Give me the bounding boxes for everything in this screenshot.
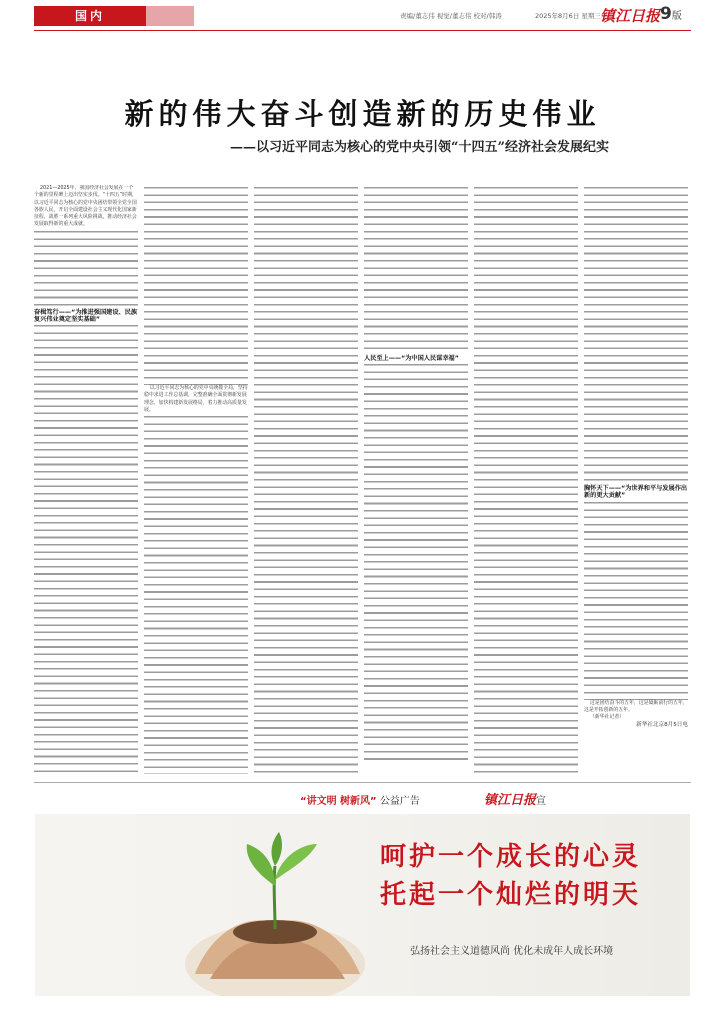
paragraph: 以习近平同志为核心的党中央统揽全局，坚持稳中求进工作总基调，完整准确全面贯彻新发展理念，加快构建新发展格局，着力推动高质量发展。 [144, 385, 248, 413]
psa-badge-campaign: “讲文明 树新风” [300, 796, 377, 807]
body-text-lines [364, 185, 468, 355]
body-text-lines [144, 185, 248, 385]
article-column-1 [34, 185, 138, 775]
section-subhead: 人民至上——“为中国人民谋幸福” [364, 355, 459, 362]
article-column-6 [584, 185, 688, 775]
masthead [0, 0, 725, 30]
section-subhead: 胸怀天下——“为世界和平与发展作出新的更大贡献” [584, 485, 688, 500]
body-text-lines [34, 323, 138, 775]
page-number-value: 9 [660, 4, 672, 24]
section-subhead: 奋楫笃行——“为推进强国建设、民族复兴伟业奠定坚实基础” [34, 308, 138, 324]
section-tag: 国内 [34, 6, 146, 26]
psa-divider [34, 782, 691, 783]
section-tag-band [146, 6, 194, 26]
psa-producer: 宣 [536, 796, 546, 807]
paragraph: 2021—2025年，我国经济社会发展在一个个新的里程碑上迈出坚实步伐。“十四五”时期，以习近平同志为核心的党中央团结带领全党全国各族人民，开启全面建设社会主义现代化国家新征程，战胜一系列重大风险挑战，推动经济社会发展取得新的重大成就。 [34, 185, 137, 228]
masthead-rule [34, 30, 691, 31]
psa-banner [35, 814, 690, 996]
issue-date: 2025年8月6日 星期三 [535, 12, 601, 20]
psa-newspaper-logo: 镇江日报 [484, 793, 537, 808]
newspaper-logo: 镇江日报 [600, 7, 661, 25]
psa-badge [300, 792, 420, 807]
body-text-lines [584, 185, 688, 485]
psa-title-line-1: 呵护一个成长的心灵 [380, 842, 642, 872]
article-headline: 新的伟大奋斗创造新的历史伟业 [124, 97, 601, 131]
body-text-lines [254, 185, 358, 775]
seedling-hands-illustration [175, 814, 375, 996]
editor-credits: 责编/董志伟 视觉/董志伟 校对/韩涛 [400, 12, 502, 20]
article-column-2 [144, 185, 248, 775]
body-text-lines [34, 229, 138, 309]
body-text-lines [584, 500, 688, 700]
psa-badge-label: 公益广告 [379, 796, 420, 807]
paragraph: 这是团结奋斗的五年，这是砥砺前行的五年，这是开拓创新的五年。 [584, 699, 688, 713]
body-text-lines [364, 362, 468, 762]
psa-slogan: 弘扬社会主义道德风尚 优化未成年人成长环境 [410, 946, 614, 957]
article-column-3 [254, 185, 358, 775]
article-column-5 [474, 185, 578, 775]
paragraph: （新华社记者） [589, 714, 625, 721]
article-column-4 [364, 185, 468, 775]
psa-title-line-2: 托起一个灿烂的明天 [380, 880, 642, 910]
page-number [660, 4, 682, 24]
page-number-suffix: 版 [671, 11, 682, 22]
article-byline: 新华社北京8月5日电 [636, 722, 688, 729]
body-text-lines [474, 185, 578, 775]
article-subheadline: ——以习近平同志为核心的党中央引领“十四五”经济社会发展纪实 [230, 140, 609, 155]
body-text-lines [144, 414, 248, 774]
